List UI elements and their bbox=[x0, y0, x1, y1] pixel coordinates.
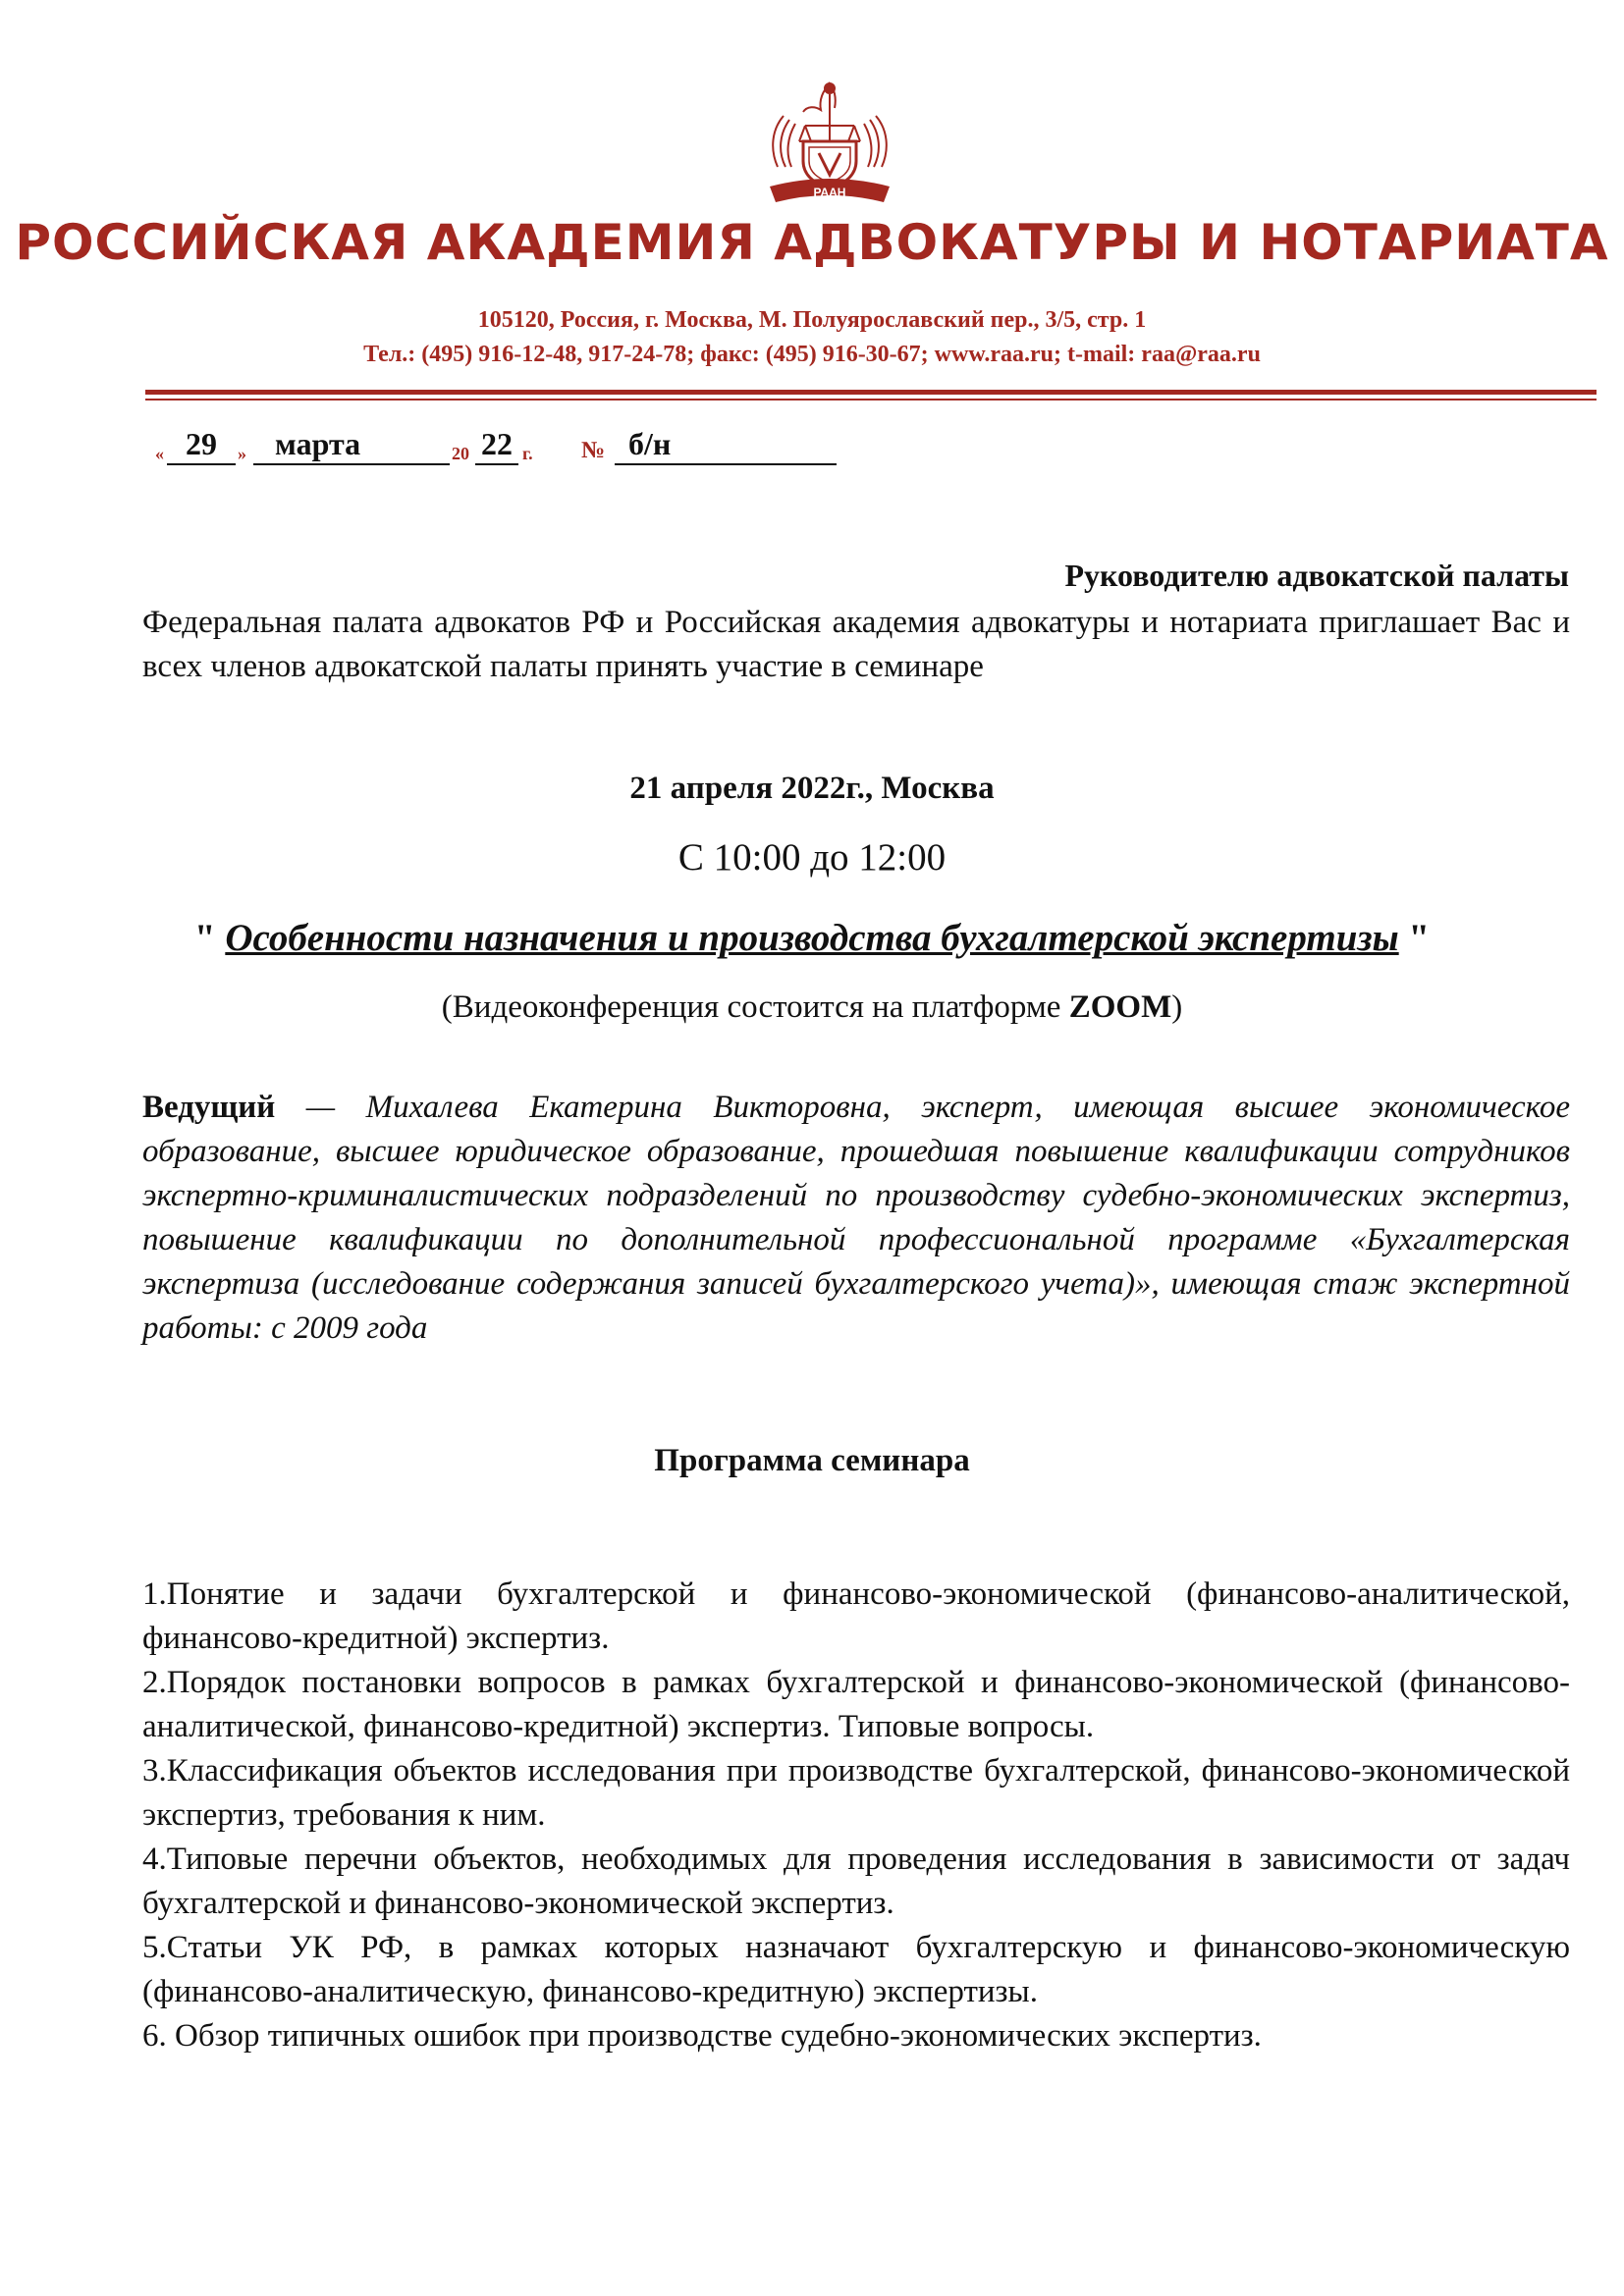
program-list bbox=[142, 1573, 1570, 2058]
organization-address: 105120, Россия, г. Москва, М. Полуярославский пер., 3/5, стр. 1 bbox=[477, 307, 1147, 333]
title-open-quote: " bbox=[193, 917, 226, 959]
program-heading: Программа семинара bbox=[654, 1443, 970, 1478]
seminar-host bbox=[142, 1086, 1570, 1351]
program-item: 6. Обзор типичных ошибок при производстве судебно-экономических экспертиз. bbox=[142, 2018, 1262, 2054]
header-divider-thick bbox=[145, 390, 1597, 395]
host-label: Ведущий bbox=[142, 1090, 276, 1125]
seminar-title bbox=[0, 916, 1624, 960]
program-item: 4.Типовые перечни объектов, необходимых для проведения исследования в зависимости от задач бухгалтерской и финансово-экономической экспертиз. bbox=[142, 1842, 1570, 1921]
header-divider-thin bbox=[145, 399, 1597, 400]
seminar-time: С 10:00 до 12:00 bbox=[677, 836, 947, 879]
organization-name: РОССИЙСКАЯ АКАДЕМИЯ АДВОКАТУРЫ И НОТАРИАТА bbox=[15, 214, 1609, 271]
platform-name: ZOOM bbox=[1068, 989, 1172, 1025]
organization-contacts: Тел.: (495) 916-12-48, 917-24-78; факс: (495) 916-30-67; www.raa.ru; t-mail: raa@raa.ru bbox=[363, 342, 1261, 367]
date-quote-open: « bbox=[155, 444, 164, 463]
host-description: — Михалева Екатерина Викторовна, эксперт, имеющая высшее экономическое образование, высшее юридическое образование, прошедшая повышение квалификации сотрудников экспертно-криминалистических подразделений по производству судебно-экономических экспертиз, повышение квалификации по дополнительной профессиональной программе «Бухгалтерская экспертиза (исследование содержания записей бухгалтерского учета)», имеющая стаж экспертной работы: с 2009 года bbox=[142, 1090, 1570, 1346]
program-item: 2.Порядок постановки вопросов в рамках бухгалтерской и финансово-экономической (финансово-аналитической, финансово-кредитной) экспертиз. Типовые вопросы. bbox=[142, 1665, 1570, 1744]
program-item: 3.Классификация объектов исследования при производстве бухгалтерской, финансово-экономической экспертиз, требования к ним. bbox=[142, 1753, 1570, 1833]
program-item: 1.Понятие и задачи бухгалтерской и финансово-экономической (финансово-аналитической, финансово-кредитной) экспертиз. bbox=[142, 1576, 1570, 1656]
letter-intro: Федеральная палата адвокатов РФ и Российская академия адвокатуры и нотариата приглашает Вас и всех членов адвокатской палаты принять участие в семинаре bbox=[142, 605, 1570, 684]
date-year-suffix: г. bbox=[522, 444, 533, 463]
date-year-prefix: 20 bbox=[452, 444, 469, 463]
date-quote-close: » bbox=[238, 444, 246, 463]
platform-suffix: ) bbox=[1171, 989, 1183, 1025]
seminar-date-place: 21 апреля 2022г., Москва bbox=[629, 771, 995, 806]
seminar-title-text: Особенности назначения и производства бухгалтерской экспертизы bbox=[225, 917, 1399, 959]
date-year-field: 22 bbox=[475, 424, 518, 465]
academy-emblem-logo bbox=[746, 77, 913, 214]
date-month-field: марта bbox=[253, 424, 450, 465]
letter-addressee: Руководителю адвокатской палаты bbox=[1064, 558, 1569, 593]
program-item: 5.Статьи УК РФ, в рамках которых назначают бухгалтерскую и финансово-экономическую (финансово-аналитическую, финансово-кредитную) экспертизы. bbox=[142, 1930, 1570, 2009]
seminar-platform bbox=[0, 989, 1624, 1026]
letter-number-field: б/н bbox=[615, 424, 837, 465]
title-close-quote: " bbox=[1398, 917, 1431, 959]
number-sign: № bbox=[581, 438, 606, 463]
emblem-ribbon-text: РААН bbox=[813, 186, 846, 199]
platform-prefix: (Видеоконференция состоится на платформе bbox=[441, 989, 1069, 1025]
date-day-field: 29 bbox=[167, 424, 236, 465]
